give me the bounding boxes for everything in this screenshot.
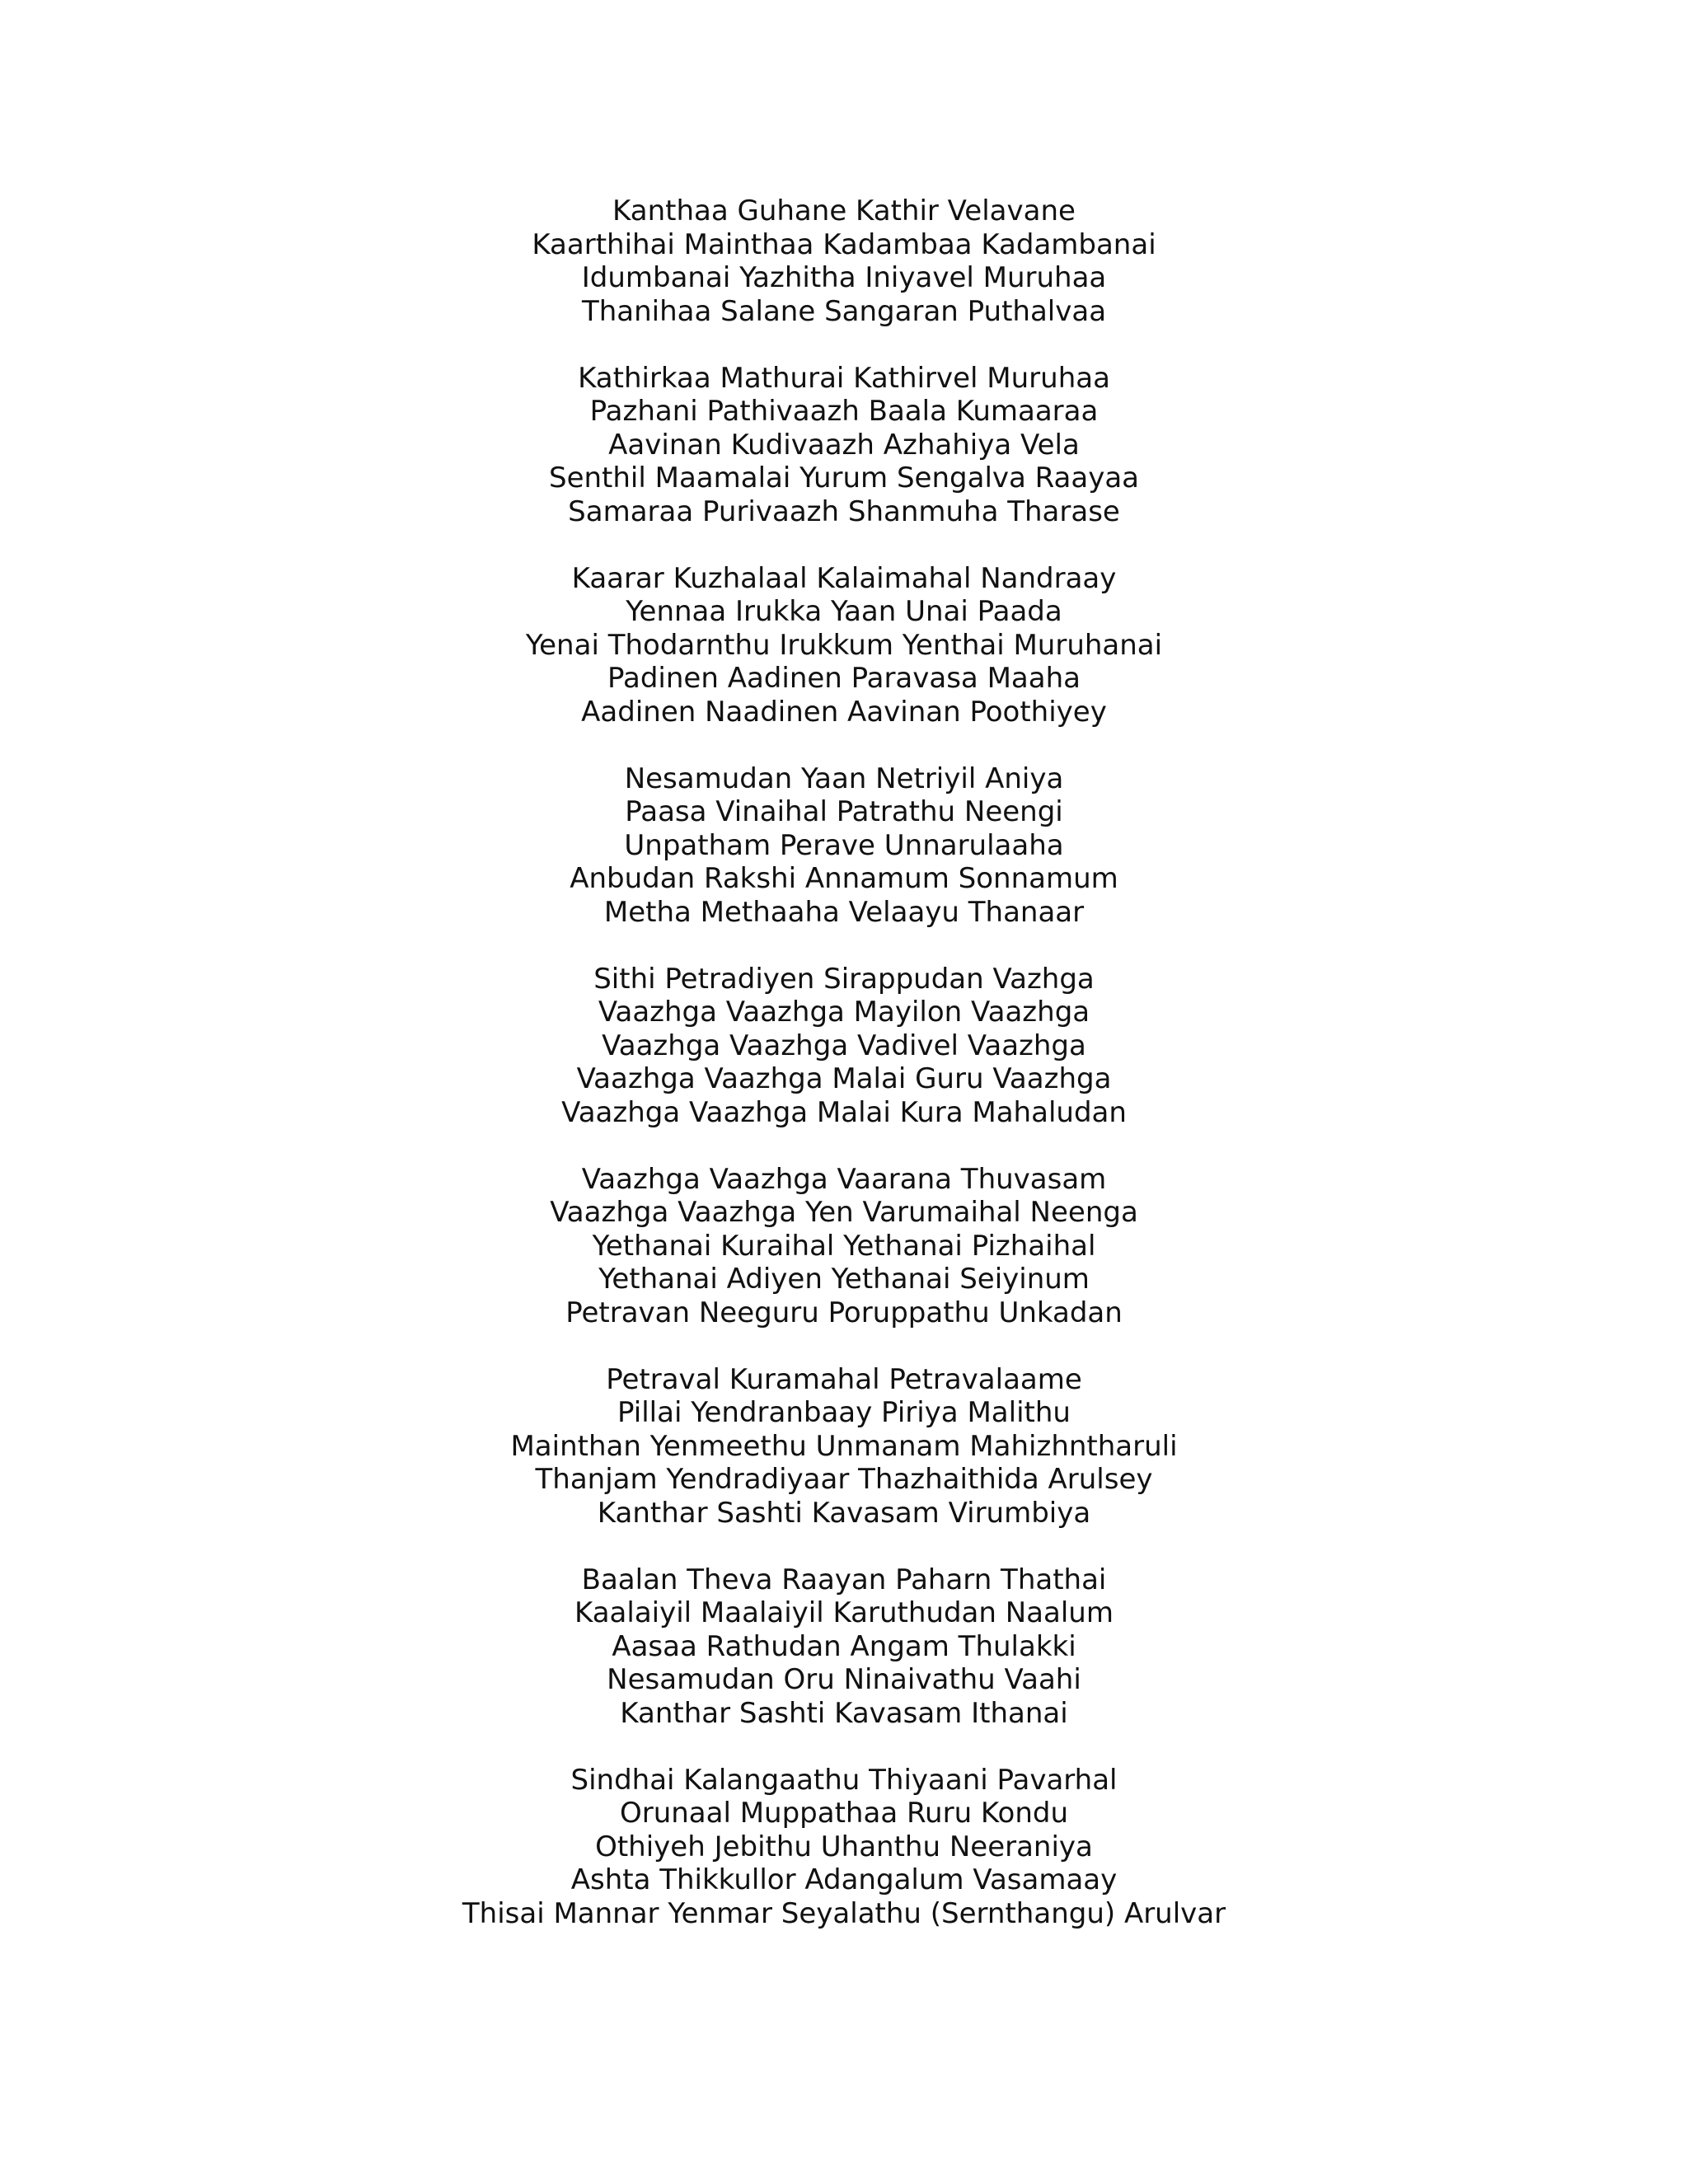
poem-line: Aasaa Rathudan Angam Thulakki [612,1629,1076,1663]
poem-line: Aavinan Kudivaazh Azhahiya Vela [608,428,1080,462]
poem-body [0,194,1688,1964]
poem-line: Ashta Thikkullor Adangalum Vasamaay [570,1863,1118,1896]
poem-line: Nesamudan Oru Ninaivathu Vaahi [607,1663,1081,1696]
poem-line: Kanthaa Guhane Kathir Velavane [612,194,1076,227]
poem-line: Thisai Mannar Yenmar Seyalathu (Sernthangu) Arulvar [462,1896,1226,1930]
poem-line: Vaazhga Vaazhga Vaarana Thuvasam [581,1162,1107,1196]
stanza [0,963,1688,1130]
poem-line: Thanihaa Salane Sangaran Puthalvaa [581,294,1107,328]
poem-line: Paasa Vinaihal Patrathu Neengi [625,795,1063,828]
poem-line: Idumbanai Yazhitha Iniyavel Muruhaa [581,261,1107,294]
poem-line: Kanthar Sashti Kavasam Virumbiya [597,1496,1091,1530]
stanza [0,1163,1688,1330]
poem-line: Vaazhga Vaazhga Malai Kura Mahaludan [561,1095,1127,1129]
poem-line: Pazhani Pathivaazh Baala Kumaaraa [589,395,1099,428]
stanza [0,1764,1688,1931]
poem-line: Yethanai Kuraihal Yethanai Pizhaihal [592,1229,1096,1263]
poem-line: Vaazhga Vaazhga Vadivel Vaazhga [602,1029,1086,1062]
poem-line: Petraval Kuramahal Petravalaame [606,1362,1082,1396]
poem-line: Sithi Petradiyen Sirappudan Vazhga [593,962,1095,996]
poem-line: Yenai Thodarnthu Irukkum Yenthai Muruhanai [525,628,1163,662]
poem-line: Thanjam Yendradiyaar Thazhaithida Arulsey [535,1463,1153,1496]
stanza [0,562,1688,729]
poem-line: Vaazhga Vaazhga Malai Guru Vaazhga [576,1062,1112,1095]
poem-line: Kaarar Kuzhalaal Kalaimahal Nandraay [571,561,1117,595]
poem-line: Padinen Aadinen Paravasa Maaha [607,662,1081,695]
stanza [0,762,1688,930]
poem-line: Senthil Maamalai Yurum Sengalva Raayaa [548,462,1139,494]
poem-line: Baalan Theva Raayan Paharn Thathai [581,1563,1107,1596]
poem-line: Othiyeh Jebithu Uhanthu Neeraniya [595,1830,1093,1863]
poem-line: Kanthar Sashti Kavasam Ithanai [620,1696,1068,1730]
poem-line: Sindhai Kalangaathu Thiyaani Pavarhal [570,1763,1118,1797]
poem-line: Pillai Yendranbaay Piriya Malithu [617,1396,1071,1429]
poem-line: Petravan Neeguru Poruppathu Unkadan [565,1296,1123,1329]
poem-line: Aadinen Naadinen Aavinan Poothiyey [581,695,1107,729]
stanza [0,194,1688,328]
poem-line: Metha Methaaha Velaayu Thanaar [603,895,1085,929]
poem-line: Yethanai Adiyen Yethanai Seiyinum [598,1263,1090,1296]
poem-line: Vaazhga Vaazhga Mayilon Vaazhga [598,996,1090,1029]
stanza [0,362,1688,529]
poem-line: Nesamudan Yaan Netriyil Aniya [624,762,1064,795]
poem-line: Kathirkaa Mathurai Kathirvel Muruhaa [578,361,1110,395]
poem-line: Anbudan Rakshi Annamum Sonnamum [570,862,1118,895]
poem-line: Kaarthihai Mainthaa Kadambaa Kadambanai [532,227,1156,261]
stanza [0,1363,1688,1530]
poem-line: Unpatham Perave Unnarulaaha [624,828,1064,862]
stanza [0,1563,1688,1731]
poem-line: Kaalaiyil Maalaiyil Karuthudan Naalum [574,1596,1114,1629]
poem-line: Vaazhga Vaazhga Yen Varumaihal Neenga [550,1196,1138,1229]
poem-line: Mainthan Yenmeethu Unmanam Mahizhntharuli [510,1429,1178,1463]
poem-line: Orunaal Muppathaa Ruru Kondu [619,1797,1069,1830]
poem-line: Samaraa Purivaazh Shanmuha Tharase [568,494,1120,528]
poem-line: Yennaa Irukka Yaan Unai Paada [626,595,1062,628]
